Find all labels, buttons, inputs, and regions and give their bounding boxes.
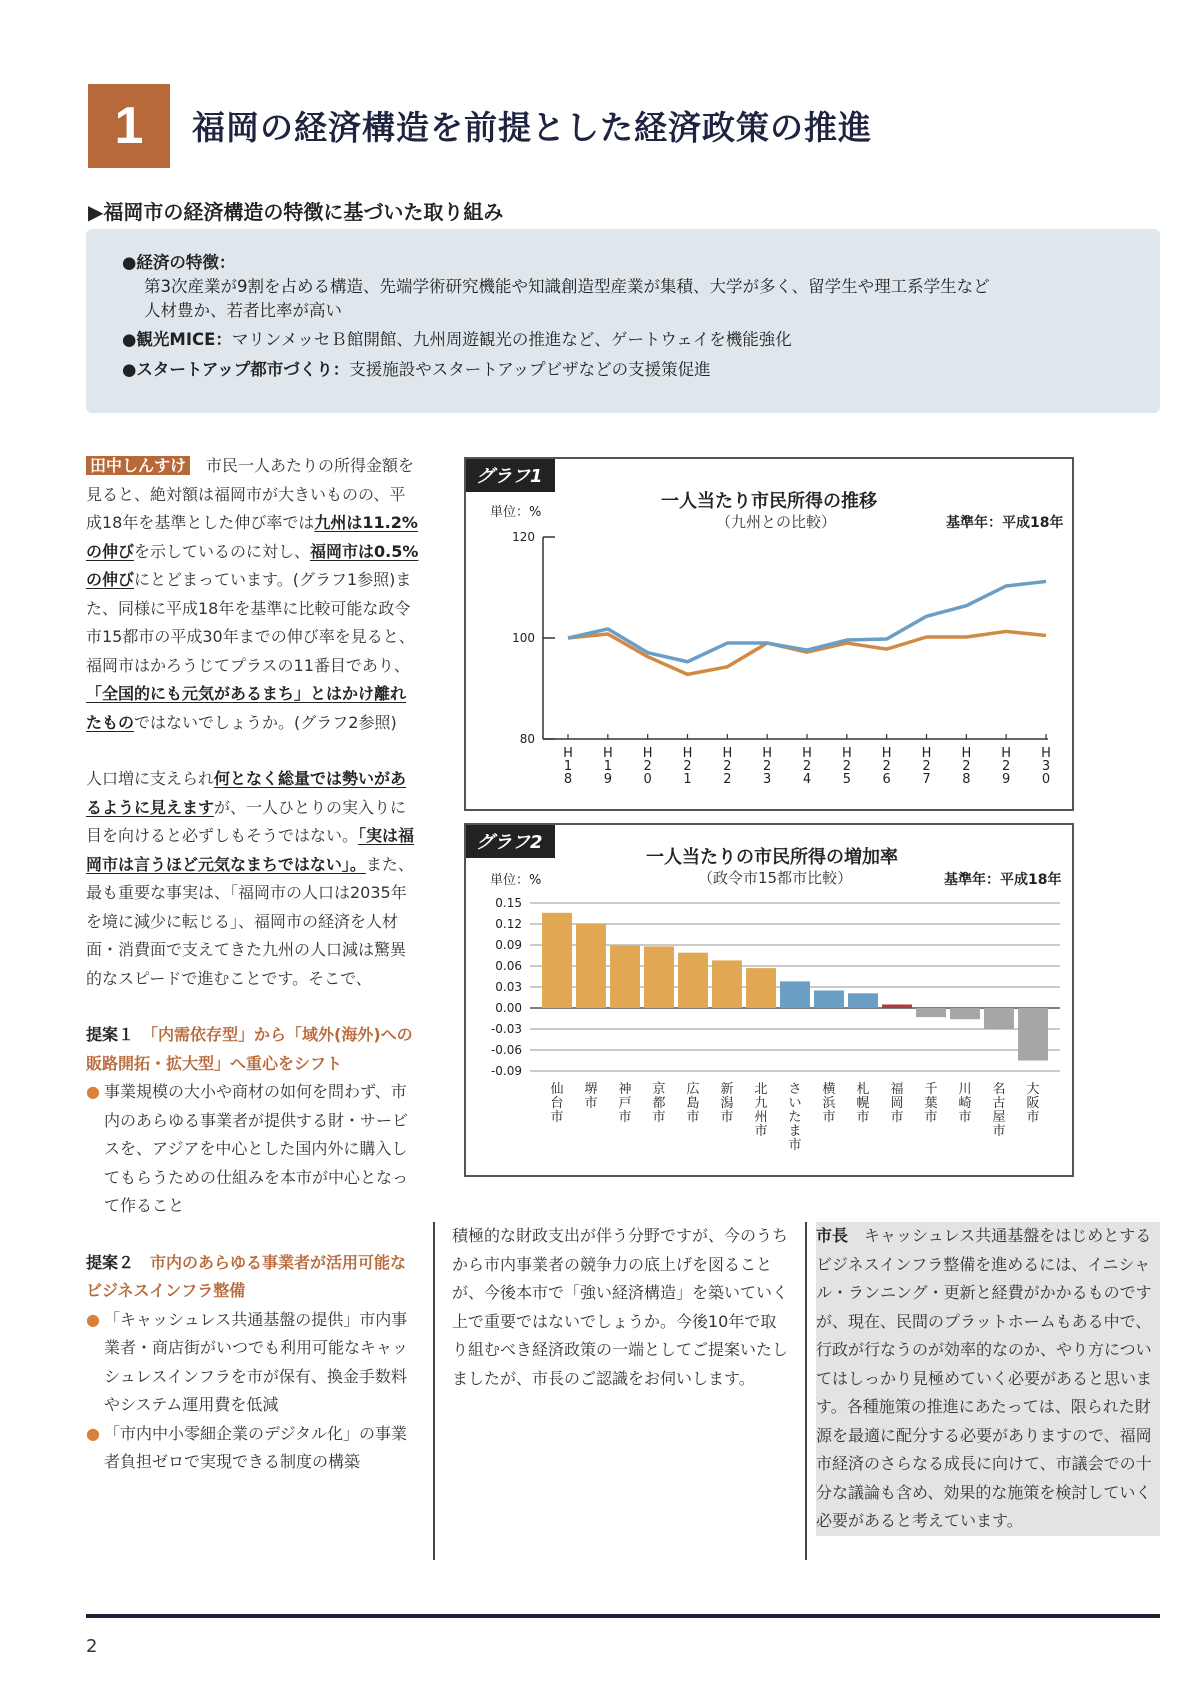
category-label: 名古屋市 — [992, 1082, 1006, 1139]
chart-2 — [464, 823, 1074, 1177]
chart-1-unit: 単位：% — [490, 505, 542, 520]
middle-column: 積極的な財政支出が伴う分野ですが、今のうちから市内事業者の競争力の底上げを図ることが、今後本市で「強い経済構造」を築いていく上で重要ではないでしょうか。今後10年で取り組むべき経済政策の一端としてご提案いたしましたが、市長のご認識をお伺いします。 — [452, 1226, 789, 1388]
y-tick-label: 0.12 — [495, 917, 522, 931]
x-tick-label: H 3 0 — [1041, 746, 1051, 787]
bullet-text: 事業規模の大小や商材の如何を問わず、市内のあらゆる事業者が提供する財・サービスを、アジアを中心とした国内外に購入してもらうための仕組みを本市が中心となって作ること — [104, 1082, 409, 1215]
bar — [746, 968, 776, 1008]
feature-label: スタートアップ都市づくり： — [136, 360, 350, 379]
proposal-title: 「内需依存型」から「域外(海外)への販路開拓・拡大型」へ重心をシフト — [86, 1025, 413, 1073]
proposal-2-bullet-2 — [86, 1420, 421, 1477]
section-title: 福岡の経済構造を前提とした経済政策の推進 — [192, 108, 872, 147]
y-tick-label: -0.09 — [490, 1064, 522, 1078]
proposal-2 — [86, 1249, 421, 1477]
y-tick-label: 0.09 — [495, 938, 522, 952]
emphasized-text: 「全国的にも元気があるまち」とはかけ離れたもの — [86, 684, 407, 732]
y-tick-label: 80 — [519, 732, 535, 746]
y-tick-label: 100 — [512, 631, 535, 645]
category-label: 神戸市 — [618, 1082, 632, 1125]
y-tick-label: -0.06 — [490, 1043, 522, 1057]
text-run: 市民一人あたりの所得金額を見ると、絶対額は福岡市が大きいものの、平成18年を基準とした伸び率では — [86, 456, 415, 532]
bullet-icon: ● — [122, 253, 137, 272]
feature-label: 観光MICE： — [136, 330, 232, 349]
chart-1-title: 一人当たり市民所得の推移 — [661, 491, 877, 512]
text-run: ではないでしょうか。(グラフ2参照) — [134, 712, 397, 732]
text-run: にとどまっています。(グラフ1参照)また、同様に平成18年を基準に比較可能な政令市15都市の平成30年までの伸び率を見ると、福岡市はかろうじてプラスの11番目であり、 — [86, 570, 415, 675]
y-tick-label: 120 — [512, 530, 535, 544]
feature-text: 支援施設やスタートアップビザなどの支援策促進 — [349, 360, 711, 379]
feature-economy — [122, 249, 235, 273]
feature-economy-text-1: 第3次産業が9割を占める構造、先端学術研究機能や知識創造型産業が集積、大学が多く、留学生や理工系学生など — [144, 277, 990, 296]
bullet-icon: ● — [122, 330, 137, 349]
bar — [882, 1005, 912, 1009]
series-line-kyushu — [568, 581, 1046, 661]
x-tick-label: H 1 8 — [563, 746, 573, 787]
emphasized-text: 何となく総量では勢いがあるように見えます — [86, 769, 407, 817]
bar — [814, 991, 844, 1009]
bar — [1018, 1008, 1048, 1061]
feature-startup — [122, 356, 711, 380]
category-label: 川崎市 — [958, 1082, 972, 1125]
bar — [780, 981, 810, 1008]
text-run: が、一人ひとりの実入りに目を向けると必ずしもそうではない。 — [86, 797, 407, 845]
x-tick-label: H 2 1 — [682, 746, 693, 787]
x-tick-label: H 2 4 — [802, 746, 812, 787]
bar — [644, 946, 674, 1008]
category-label: 仙台市 — [550, 1082, 564, 1125]
chart-1 — [464, 457, 1074, 811]
y-tick-label: 0.03 — [495, 980, 522, 994]
text-run: を示しているのに対し、 — [134, 541, 311, 561]
emphasized-text: 九州は11.2%の伸び — [86, 513, 418, 561]
proposal-2-bullet-1 — [86, 1306, 421, 1420]
y-tick-label: -0.03 — [490, 1022, 522, 1036]
speaker-tag: 田中しんすけ — [86, 456, 190, 475]
category-label: 千葉市 — [924, 1082, 938, 1125]
x-tick-label: H 2 0 — [642, 746, 653, 787]
proposal-2-heading — [86, 1249, 421, 1306]
chart-1-base-year: 基準年：平成18年 — [946, 515, 1064, 531]
question-paragraph-2 — [86, 765, 421, 993]
chart-2-plot — [466, 825, 1072, 1175]
feature-text: マリンメッセＢ館開館、九州周遊観光の推進など、ゲートウェイを機能強化 — [231, 330, 792, 349]
bar — [950, 1008, 980, 1019]
category-label: 京都市 — [652, 1082, 666, 1125]
chart-2-unit: 単位：% — [490, 873, 542, 888]
category-label: 堺市 — [584, 1082, 598, 1111]
left-column — [86, 452, 421, 1477]
bullet-icon: ● — [86, 1309, 100, 1329]
feature-economy-text-2: 人材豊か、若者比率が高い — [144, 301, 342, 320]
bar — [610, 946, 640, 1008]
y-tick-label: 0.06 — [495, 959, 522, 973]
category-label: 大阪市 — [1026, 1082, 1040, 1125]
chart-2-title: 一人当たりの市民所得の増加率 — [646, 847, 898, 868]
x-tick-label: H 2 5 — [841, 746, 852, 787]
x-tick-label: H 2 2 — [722, 746, 733, 787]
bullet-icon: ● — [86, 1423, 100, 1443]
bullet-text: 「市内中小零細企業のデジタル化」の事業者負担ゼロで実現できる制度の構築 — [104, 1423, 408, 1471]
chart-1-tag: グラフ1 — [466, 459, 555, 492]
mayor-answer — [816, 1222, 1160, 1536]
proposal-title: 市内のあらゆる事業者が活用可能なビジネスインフラ整備 — [86, 1252, 407, 1300]
chart-1-plot — [466, 459, 1072, 809]
x-tick-label: H 2 3 — [762, 746, 773, 787]
section-number-badge — [88, 84, 170, 168]
bar — [916, 1008, 946, 1017]
bullet-icon: ● — [86, 1082, 100, 1101]
chart-2-base-year: 基準年：平成18年 — [944, 872, 1062, 888]
column-divider — [805, 1222, 807, 1560]
question-paragraph-1 — [86, 452, 421, 737]
footer-rule — [86, 1614, 1160, 1618]
proposal-label: 提案１ — [86, 1025, 135, 1044]
proposal-1-bullet-1 — [86, 1078, 421, 1221]
mayor-label: 市長 — [816, 1226, 849, 1245]
mayor-answer-text: キャッシュレス共通基盤をはじめとするビジネスインフラ整備を進めるには、イニシャル・ランニング・更新と経費がかかるものですが、現在、民間のプラットホームもある中で、行政が行なうのが効率的なのか、やり方についてはしっかり見極めていく必要があると思います。各種施策の推進にあたっては、限られた財源を最適に配分する必要がありますので、福岡市経済のさらなる成長に向けて、市議会での十分な議論も含め、効果的な施策を検討していく必要があると考えています。 — [816, 1226, 1153, 1530]
bar — [678, 953, 708, 1008]
bullet-text: 「キャッシュレス共通基盤の提供」市内事業者・商店街がいつでも利用可能なキャッシュレスインフラを市が保有、換金手数料やシステム運用費を低減 — [104, 1309, 409, 1414]
chart-2-tag: グラフ2 — [466, 825, 555, 858]
category-label: 横浜市 — [822, 1082, 836, 1125]
category-label: 福岡市 — [890, 1082, 904, 1125]
x-tick-label: H 1 9 — [602, 746, 613, 787]
bullet-icon: ● — [122, 360, 137, 379]
feature-mice — [122, 326, 792, 350]
category-label: さいたま市 — [788, 1082, 802, 1153]
x-tick-label: H 2 9 — [1001, 746, 1012, 787]
proposal-1-heading — [86, 1021, 421, 1078]
feature-label: 経済の特徴： — [136, 253, 236, 272]
x-tick-label: H 2 6 — [881, 746, 892, 787]
bar — [542, 913, 572, 1008]
series-line-fukuoka — [568, 631, 1046, 674]
column-divider — [433, 1222, 435, 1560]
section-subtitle: ▶福岡市の経済構造の特徴に基づいた取り組み — [88, 200, 504, 224]
text-run: 人口増に支えられ — [86, 769, 215, 788]
section-number: 1 — [114, 97, 144, 155]
chart-1-subtitle: （九州との比較） — [716, 513, 837, 531]
text-run: また、最も重要な事実は、「福岡市の人口は2035年を境に減少に転じる」、福岡市の経済を人材面・消費面で支えてきた九州の人口減は驚異的なスピードで進むことです。そこで、 — [86, 854, 414, 988]
bar — [984, 1008, 1014, 1029]
page-number: 2 — [86, 1636, 98, 1657]
x-tick-label: H 2 7 — [921, 746, 932, 787]
category-label: 札幌市 — [856, 1082, 870, 1125]
proposal-1 — [86, 1021, 421, 1221]
x-tick-label: H 2 8 — [961, 746, 972, 787]
emphasized-text: 福岡市は0.5%の伸び — [86, 541, 419, 589]
category-label: 北九州市 — [754, 1082, 768, 1139]
bar — [712, 960, 742, 1008]
category-label: 広島市 — [686, 1082, 700, 1125]
bar — [576, 924, 606, 1008]
economic-features-box — [86, 229, 1160, 413]
y-tick-label: 0.15 — [495, 896, 522, 910]
bar — [848, 993, 878, 1008]
chart-2-subtitle: （政令市15都市比較） — [698, 869, 853, 887]
proposal-label: 提案２ — [86, 1252, 135, 1272]
category-label: 新潟市 — [720, 1082, 734, 1125]
y-tick-label: 0.00 — [495, 1001, 522, 1015]
emphasized-text: 「実は福岡市は言うほど元気なまちではない」。 — [86, 826, 415, 874]
